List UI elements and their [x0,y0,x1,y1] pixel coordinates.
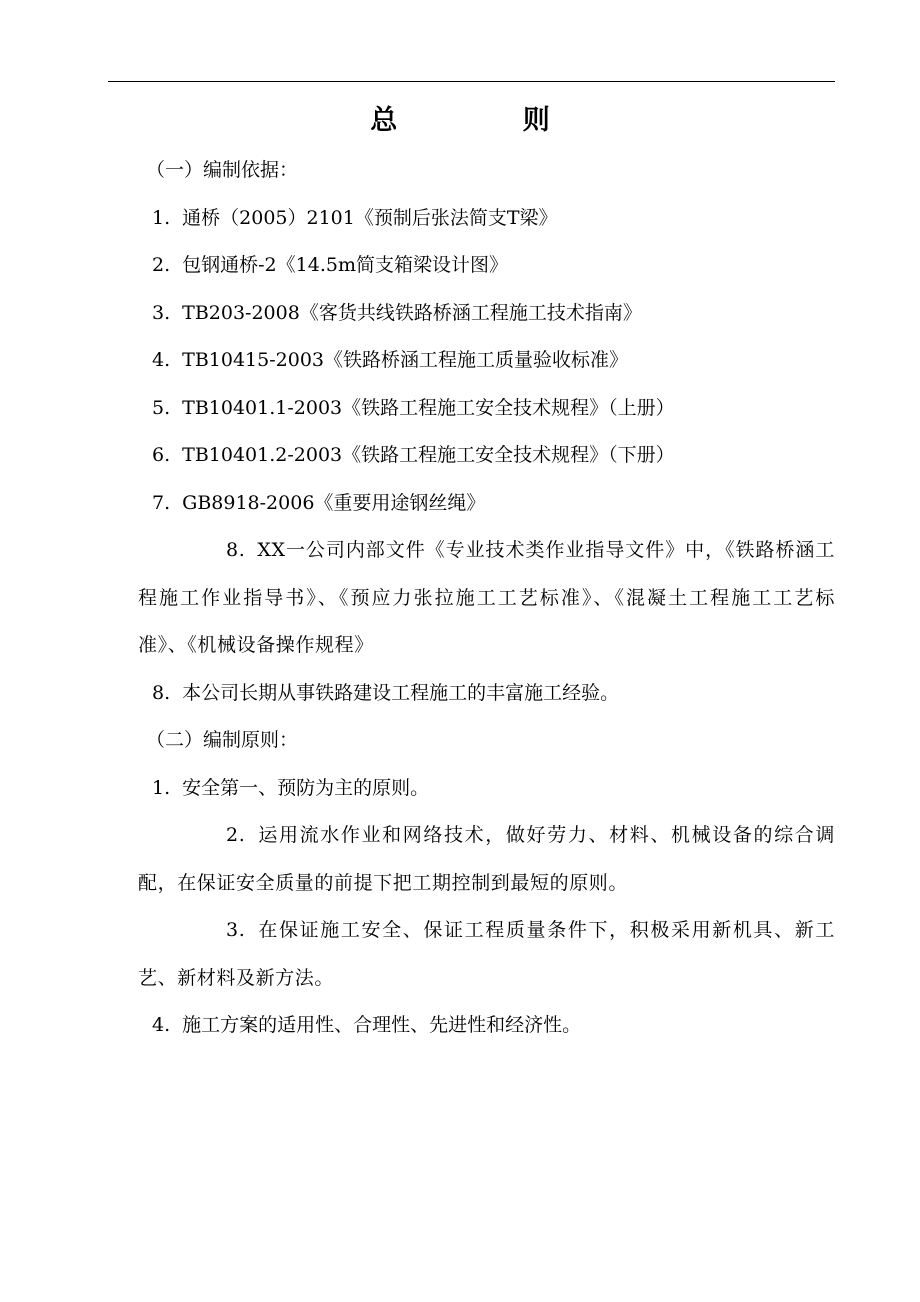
section-heading-basis: （一）编制依据： [146,159,299,181]
item-text: 施工方案的适用性、合理性、先进性和经济性。 [182,1014,582,1036]
list-item [108,765,835,813]
list-item [108,337,835,385]
item-number: 1. [152,206,171,229]
item-number: 8. [226,539,246,561]
item-number: 5. [152,396,171,419]
list-item [108,527,835,670]
item-text: 包钢通桥-2《14.5m简支箱梁设计图》 [182,254,508,276]
item-text: 本公司长期从事铁路建设工程施工的丰富施工经验。 [182,681,620,704]
item-text: XX一公司内部文件《专业技术类作业指导文件》中，《铁路桥涵工程施工作业指导书》、《预应力张拉施工工艺标准》、《混凝土工程施工工艺标准》、《机械设备操作规程》 [138,539,835,656]
list-item [108,670,835,718]
item-number: 7. [152,491,171,514]
item-number: 4. [152,349,171,371]
item-text: TB10401.2-2003《铁路工程施工安全技术规程》（下册） [182,444,675,466]
item-number: 4. [152,1014,171,1036]
item-number: 2. [226,824,246,846]
list-item [108,480,835,528]
item-number: 8. [152,681,171,704]
item-text: 通桥（2005）2101《预制后张法简支T梁》 [182,206,558,229]
item-text: 安全第一、预防为主的原则。 [182,776,430,799]
item-number: 1. [152,776,171,799]
section-heading-principles: （二）编制原则： [146,729,299,751]
item-text: TB10415-2003《铁路桥涵工程施工质量验收标准》 [182,349,628,371]
list-item [108,907,835,1002]
list-item [108,195,835,243]
list-item [108,812,835,907]
item-text: TB203-2008《客货共线铁路桥涵工程施工技术指南》 [182,301,642,324]
item-number: 6. [152,444,171,466]
list-item [108,385,835,433]
list-item [108,242,835,290]
item-number: 3. [226,919,246,941]
item-text: GB8918-2006《重要用途钢丝绳》 [182,491,486,514]
item-number: 3. [152,301,171,324]
document-body [108,147,835,1050]
item-text: 运用流水作业和网络技术，做好劳力、材料、机械设备的综合调配，在保证安全质量的前提下把工期控制到最短的原则。 [138,824,835,894]
item-text: 在保证施工安全、保证工程质量条件下，积极采用新机具、新工艺、新材料及新方法。 [138,919,835,989]
item-number: 2. [152,254,171,276]
item-text: TB10401.1-2003《铁路工程施工安全技术规程》（上册） [182,396,675,419]
list-item [108,432,835,480]
page-title: 总 则 [370,105,608,136]
list-item [108,290,835,338]
list-item [108,1002,835,1050]
header-rule [108,81,835,82]
